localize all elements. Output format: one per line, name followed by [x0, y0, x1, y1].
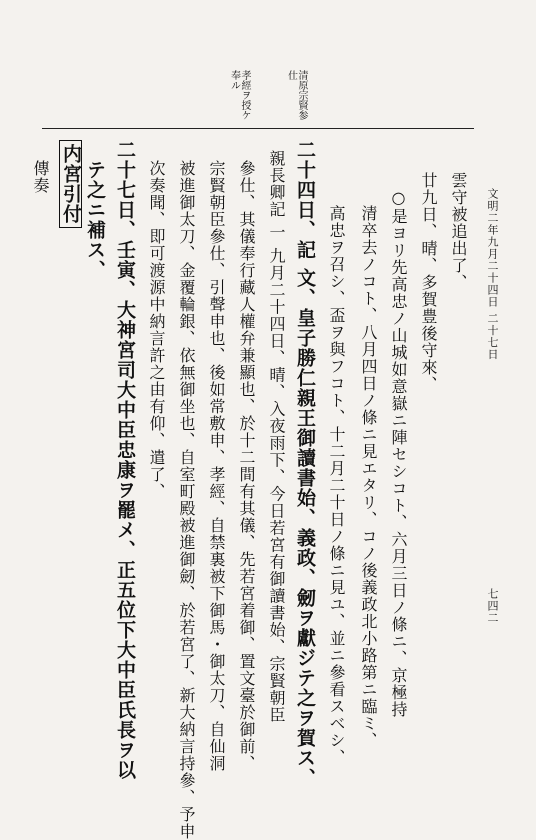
page-number: 七四二	[486, 588, 499, 624]
header-rule	[42, 128, 474, 129]
text-line-1: 雲守被追出了、	[449, 172, 468, 291]
text-line-13: テ之ニ補ス、	[84, 160, 106, 280]
margin-note-left: 孝經ヲ授ケ奉ル	[228, 70, 250, 120]
text-line-5: 高忠ヲ召シ、盃ヲ與フコト、十二月二十日ノ條ニ見ユ、並ニ參看スベシ、	[327, 205, 346, 766]
text-line-7: 親長卿記 一 九月二十四日、晴、入夜雨下、今日若宮有御讀書始、宗賢朝臣	[267, 150, 286, 724]
text-line-9: 宗賢朝臣參仕、引聲申也、後如常敷申、孝經、自禁裏被下御馬・御太刀、自仙洞	[207, 160, 226, 772]
text-line-8: 參仕、其儀奉行藏人權弁兼顯也、於十二間有其儀、先若宮着御、置文臺於御前、	[237, 160, 256, 772]
entry-24th: 二十四日、記 文、皇子勝仁親王御讀書始、義政、劒ヲ獻ジテ之ヲ賀ス、	[294, 140, 316, 788]
text-line-11: 次奏聞、即可渡源中納言許之由有仰、遣了、	[147, 160, 166, 500]
entry-27th: 二十七日、壬寅、大神宮司大中臣忠康ヲ罷メ、正五位下大中臣氏長ヲ以	[114, 140, 136, 780]
text-line-15: 傳奏	[31, 160, 50, 194]
margin-note-right: 清原宗賢参仕	[285, 70, 307, 120]
text-line-3: ○是ヨリ先高忠ノ山城如意嶽ニ陣セシコト、六月三日ノ條ニ、京極持	[389, 188, 408, 718]
text-line-10: 被進御太刀、金覆輪銀、依無御坐也、自室町殿被進御劒、於若宮了、新大納言持參、予申	[177, 160, 196, 840]
running-head: 文明二年九月二十四日 二十七日	[486, 188, 499, 361]
text-line-2: 廿九日、晴、多賀豊後守來、	[419, 172, 438, 393]
text-line-4: 清卒去ノコト、八月四日ノ條ニ見エタリ、コノ後義政北小路第ニ臨ミ、	[359, 205, 378, 749]
source-title-naiku-hikitsuke: 内宮引付	[59, 140, 82, 228]
